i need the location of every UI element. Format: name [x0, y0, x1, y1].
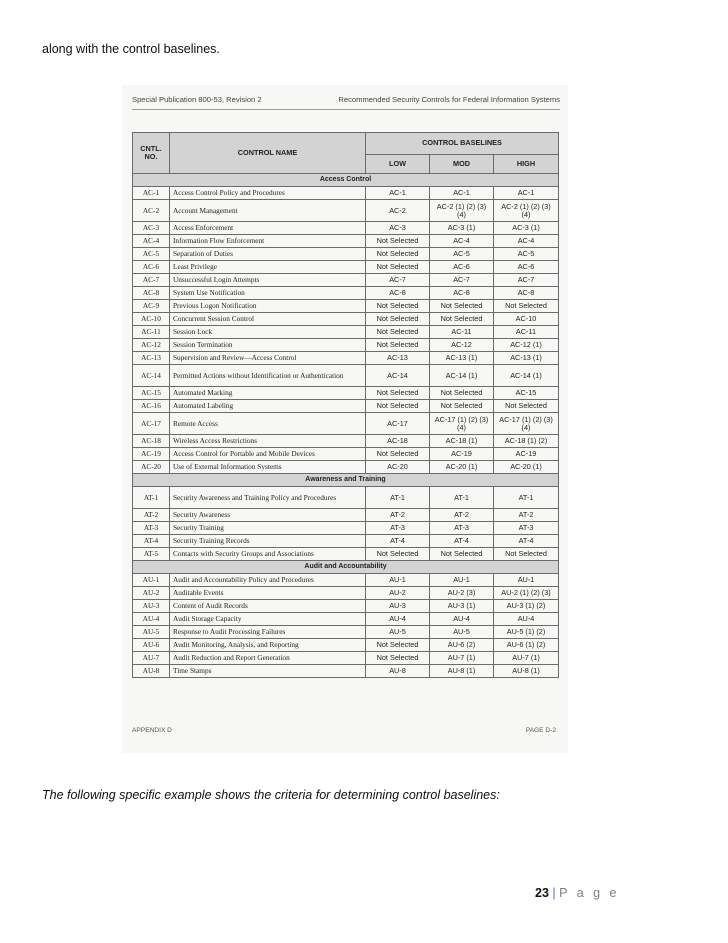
control-id-cell: AU-3	[133, 600, 170, 613]
figure-footer-right: PAGE D-2	[525, 727, 556, 734]
baseline-mod-cell: AC-11	[430, 326, 494, 339]
baseline-low-cell: AC-3	[366, 222, 430, 235]
section-title: Audit and Accountability	[133, 561, 559, 574]
control-id-cell: AT-5	[133, 548, 170, 561]
baseline-mod-cell: AU-6 (2)	[430, 639, 494, 652]
baseline-low-cell: AC-14	[366, 365, 430, 387]
baseline-high-cell: AC-4	[494, 235, 559, 248]
control-id-cell: AU-6	[133, 639, 170, 652]
baseline-low-cell: AC-7	[366, 274, 430, 287]
baseline-low-cell: Not Selected	[366, 387, 430, 400]
baseline-mod-cell: AC-18 (1)	[430, 435, 494, 448]
table-row	[133, 261, 559, 274]
baseline-mod-cell: AC-14 (1)	[430, 365, 494, 387]
table-row	[133, 652, 559, 665]
example-text: The following specific example shows the criteria for determining control baselines:	[42, 788, 500, 802]
baseline-low-cell: AT-2	[366, 509, 430, 522]
baseline-mod-cell: AC-1	[430, 187, 494, 200]
control-name-cell: Automated Labeling	[170, 400, 366, 413]
table-row	[133, 613, 559, 626]
control-baselines-body	[133, 174, 559, 678]
intro-text: along with the control baselines.	[42, 42, 220, 56]
table-row	[133, 300, 559, 313]
control-name-cell: Audit Storage Capacity	[170, 613, 366, 626]
control-id-cell: AC-19	[133, 448, 170, 461]
baseline-mod-cell: AU-8 (1)	[430, 665, 494, 678]
baseline-mod-cell: Not Selected	[430, 313, 494, 326]
table-row	[133, 287, 559, 300]
baseline-low-cell: AU-5	[366, 626, 430, 639]
control-name-cell: Permitted Actions without Identification or Authentication	[170, 365, 366, 387]
control-id-cell: AC-12	[133, 339, 170, 352]
baseline-low-cell: AU-2	[366, 587, 430, 600]
baseline-high-cell: AC-3 (1)	[494, 222, 559, 235]
baseline-high-cell: AU-3 (1) (2)	[494, 600, 559, 613]
control-name-cell: Automated Marking	[170, 387, 366, 400]
figure-header-left: Special Publication 800-53, Revision 2	[132, 95, 262, 104]
control-id-cell: AC-9	[133, 300, 170, 313]
control-name-cell: Remote Access	[170, 413, 366, 435]
baseline-mod-cell: AU-4	[430, 613, 494, 626]
page-number-value: 23	[535, 886, 549, 900]
control-id-cell: AT-4	[133, 535, 170, 548]
table-row	[133, 600, 559, 613]
baseline-mod-cell: AC-5	[430, 248, 494, 261]
baseline-low-cell: AC-2	[366, 200, 430, 222]
control-id-cell: AC-20	[133, 461, 170, 474]
control-name-cell: Security Awareness	[170, 509, 366, 522]
baseline-mod-cell: Not Selected	[430, 300, 494, 313]
control-id-cell: AC-11	[133, 326, 170, 339]
table-row	[133, 639, 559, 652]
baseline-high-cell: AC-15	[494, 387, 559, 400]
table-row	[133, 248, 559, 261]
control-id-cell: AU-5	[133, 626, 170, 639]
control-id-cell: AC-6	[133, 261, 170, 274]
table-row	[133, 313, 559, 326]
baseline-low-cell: AU-1	[366, 574, 430, 587]
baseline-high-cell: AC-7	[494, 274, 559, 287]
baseline-high-cell: Not Selected	[494, 400, 559, 413]
control-id-cell: AC-1	[133, 187, 170, 200]
baseline-high-cell: AC-8	[494, 287, 559, 300]
baseline-mod-cell: AU-1	[430, 574, 494, 587]
control-id-cell: AC-2	[133, 200, 170, 222]
baseline-high-cell: AU-6 (1) (2)	[494, 639, 559, 652]
control-name-cell: Time Stamps	[170, 665, 366, 678]
section-header-row	[133, 561, 559, 574]
baseline-mod-cell: Not Selected	[430, 387, 494, 400]
table-row	[133, 387, 559, 400]
baseline-mod-cell: AC-19	[430, 448, 494, 461]
page-label: P a g e	[559, 886, 620, 900]
baseline-high-cell: AC-1	[494, 187, 559, 200]
baseline-mod-cell: AC-3 (1)	[430, 222, 494, 235]
control-name-cell: Content of Audit Records	[170, 600, 366, 613]
col-header-high: HIGH	[494, 154, 559, 173]
baseline-mod-cell: AC-13 (1)	[430, 352, 494, 365]
col-header-mod: MOD	[430, 154, 494, 173]
baseline-low-cell: AC-20	[366, 461, 430, 474]
baseline-high-cell: Not Selected	[494, 548, 559, 561]
baseline-high-cell: AC-14 (1)	[494, 365, 559, 387]
table-row	[133, 509, 559, 522]
control-name-cell: Response to Audit Processing Failures	[170, 626, 366, 639]
control-id-cell: AC-18	[133, 435, 170, 448]
control-id-cell: AC-5	[133, 248, 170, 261]
baseline-low-cell: AU-4	[366, 613, 430, 626]
control-name-cell: Unsuccessful Login Attempts	[170, 274, 366, 287]
table-row	[133, 665, 559, 678]
baseline-low-cell: Not Selected	[366, 339, 430, 352]
control-name-cell: Access Control Policy and Procedures	[170, 187, 366, 200]
control-id-cell: AC-8	[133, 287, 170, 300]
baseline-high-cell: AU-1	[494, 574, 559, 587]
control-name-cell: Concurrent Session Control	[170, 313, 366, 326]
control-name-cell: Auditable Events	[170, 587, 366, 600]
baseline-low-cell: Not Selected	[366, 400, 430, 413]
control-name-cell: Audit and Accountability Policy and Procedures	[170, 574, 366, 587]
control-id-cell: AC-7	[133, 274, 170, 287]
baseline-high-cell: Not Selected	[494, 300, 559, 313]
baseline-high-cell: AU-4	[494, 613, 559, 626]
baseline-low-cell: AU-3	[366, 600, 430, 613]
baseline-mod-cell: AC-6	[430, 261, 494, 274]
table-row	[133, 574, 559, 587]
control-id-cell: AC-17	[133, 413, 170, 435]
figure-running-header	[132, 95, 560, 107]
control-id-cell: AT-1	[133, 487, 170, 509]
col-header-id: CNTL. NO.	[133, 133, 170, 174]
baseline-mod-cell: AC-4	[430, 235, 494, 248]
control-name-cell: Use of External Information Systems	[170, 461, 366, 474]
baseline-low-cell: AT-1	[366, 487, 430, 509]
table-row	[133, 400, 559, 413]
baseline-mod-cell: AT-1	[430, 487, 494, 509]
table-row	[133, 487, 559, 509]
baseline-mod-cell: AC-17 (1) (2) (3) (4)	[430, 413, 494, 435]
baseline-low-cell: Not Selected	[366, 326, 430, 339]
control-name-cell: Wireless Access Restrictions	[170, 435, 366, 448]
control-id-cell: AC-13	[133, 352, 170, 365]
table-row	[133, 461, 559, 474]
control-name-cell: Security Training Records	[170, 535, 366, 548]
table-row	[133, 365, 559, 387]
table-row	[133, 435, 559, 448]
table-row	[133, 587, 559, 600]
baseline-low-cell: Not Selected	[366, 235, 430, 248]
control-baselines-figure	[122, 85, 568, 753]
control-name-cell: Supervision and Review—Access Control	[170, 352, 366, 365]
baseline-high-cell: AC-19	[494, 448, 559, 461]
baseline-low-cell: Not Selected	[366, 652, 430, 665]
section-header-row	[133, 474, 559, 487]
table-row	[133, 339, 559, 352]
table-row	[133, 274, 559, 287]
control-baselines-table	[132, 132, 559, 678]
page-number	[535, 886, 620, 900]
control-id-cell: AU-7	[133, 652, 170, 665]
baseline-low-cell: Not Selected	[366, 261, 430, 274]
control-name-cell: Security Awareness and Training Policy and Procedures	[170, 487, 366, 509]
table-row	[133, 187, 559, 200]
control-id-cell: AC-3	[133, 222, 170, 235]
baseline-high-cell: AC-18 (1) (2)	[494, 435, 559, 448]
baseline-high-cell: AT-3	[494, 522, 559, 535]
baseline-high-cell: AT-2	[494, 509, 559, 522]
section-header-row	[133, 174, 559, 187]
control-name-cell: Previous Logon Notification	[170, 300, 366, 313]
table-row	[133, 535, 559, 548]
baseline-high-cell: AU-2 (1) (2) (3)	[494, 587, 559, 600]
control-id-cell: AU-8	[133, 665, 170, 678]
baseline-mod-cell: AU-7 (1)	[430, 652, 494, 665]
baseline-high-cell: AC-12 (1)	[494, 339, 559, 352]
baseline-mod-cell: AU-2 (3)	[430, 587, 494, 600]
baseline-low-cell: AT-4	[366, 535, 430, 548]
baseline-mod-cell: Not Selected	[430, 548, 494, 561]
baseline-low-cell: AT-3	[366, 522, 430, 535]
baseline-high-cell: AT-4	[494, 535, 559, 548]
baseline-mod-cell: AT-4	[430, 535, 494, 548]
control-name-cell: Audit Reduction and Report Generation	[170, 652, 366, 665]
control-name-cell: Contacts with Security Groups and Associations	[170, 548, 366, 561]
figure-header-rule	[132, 109, 560, 110]
table-row	[133, 352, 559, 365]
baseline-high-cell: AC-5	[494, 248, 559, 261]
baseline-high-cell: AC-6	[494, 261, 559, 274]
baseline-mod-cell: AC-8	[430, 287, 494, 300]
control-id-cell: AC-16	[133, 400, 170, 413]
control-name-cell: Separation of Duties	[170, 248, 366, 261]
control-name-cell: Access Control for Portable and Mobile Devices	[170, 448, 366, 461]
control-name-cell: Access Enforcement	[170, 222, 366, 235]
baseline-low-cell: AC-18	[366, 435, 430, 448]
baseline-high-cell: AC-10	[494, 313, 559, 326]
table-row	[133, 222, 559, 235]
control-id-cell: AT-2	[133, 509, 170, 522]
baseline-high-cell: AC-2 (1) (2) (3) (4)	[494, 200, 559, 222]
baseline-low-cell: AC-8	[366, 287, 430, 300]
baseline-high-cell: AU-8 (1)	[494, 665, 559, 678]
control-name-cell: Session Termination	[170, 339, 366, 352]
col-header-name: CONTROL NAME	[170, 133, 366, 174]
col-header-baselines: CONTROL BASELINES	[366, 133, 559, 155]
control-id-cell: AC-14	[133, 365, 170, 387]
baseline-low-cell: Not Selected	[366, 248, 430, 261]
baseline-low-cell: Not Selected	[366, 639, 430, 652]
baseline-low-cell: Not Selected	[366, 300, 430, 313]
control-name-cell: Audit Monitoring, Analysis, and Reporting	[170, 639, 366, 652]
baseline-high-cell: AC-13 (1)	[494, 352, 559, 365]
baseline-low-cell: Not Selected	[366, 548, 430, 561]
control-name-cell: System Use Notification	[170, 287, 366, 300]
control-id-cell: AU-1	[133, 574, 170, 587]
figure-footer-left: APPENDIX D	[132, 727, 172, 734]
control-id-cell: AC-4	[133, 235, 170, 248]
control-name-cell: Least Privilege	[170, 261, 366, 274]
baseline-mod-cell: AC-12	[430, 339, 494, 352]
table-row	[133, 548, 559, 561]
table-row	[133, 413, 559, 435]
baseline-mod-cell: AC-2 (1) (2) (3) (4)	[430, 200, 494, 222]
baseline-mod-cell: AU-5	[430, 626, 494, 639]
table-row	[133, 448, 559, 461]
baseline-low-cell: AC-13	[366, 352, 430, 365]
control-name-cell: Security Training	[170, 522, 366, 535]
baseline-high-cell: AC-11	[494, 326, 559, 339]
control-id-cell: AC-10	[133, 313, 170, 326]
figure-header-right: Recommended Security Controls for Federal Information Systems	[338, 95, 560, 104]
baseline-mod-cell: Not Selected	[430, 400, 494, 413]
baseline-mod-cell: AT-2	[430, 509, 494, 522]
baseline-low-cell: AC-1	[366, 187, 430, 200]
table-row	[133, 522, 559, 535]
baseline-mod-cell: AC-20 (1)	[430, 461, 494, 474]
baseline-mod-cell: AT-3	[430, 522, 494, 535]
control-id-cell: AC-15	[133, 387, 170, 400]
page-number-separator: |	[552, 886, 556, 900]
section-title: Awareness and Training	[133, 474, 559, 487]
baseline-mod-cell: AC-7	[430, 274, 494, 287]
baseline-low-cell: Not Selected	[366, 313, 430, 326]
baseline-mod-cell: AU-3 (1)	[430, 600, 494, 613]
baseline-high-cell: AC-17 (1) (2) (3) (4)	[494, 413, 559, 435]
table-row	[133, 235, 559, 248]
baseline-low-cell: Not Selected	[366, 448, 430, 461]
table-row	[133, 326, 559, 339]
control-name-cell: Account Management	[170, 200, 366, 222]
baseline-high-cell: AU-7 (1)	[494, 652, 559, 665]
baseline-low-cell: AC-17	[366, 413, 430, 435]
baseline-high-cell: AC-20 (1)	[494, 461, 559, 474]
col-header-low: LOW	[366, 154, 430, 173]
control-name-cell: Information Flow Enforcement	[170, 235, 366, 248]
baseline-high-cell: AU-5 (1) (2)	[494, 626, 559, 639]
control-id-cell: AU-4	[133, 613, 170, 626]
baseline-high-cell: AT-1	[494, 487, 559, 509]
table-row	[133, 200, 559, 222]
baseline-low-cell: AU-8	[366, 665, 430, 678]
section-title: Access Control	[133, 174, 559, 187]
control-name-cell: Session Lock	[170, 326, 366, 339]
control-id-cell: AU-2	[133, 587, 170, 600]
control-id-cell: AT-3	[133, 522, 170, 535]
table-row	[133, 626, 559, 639]
